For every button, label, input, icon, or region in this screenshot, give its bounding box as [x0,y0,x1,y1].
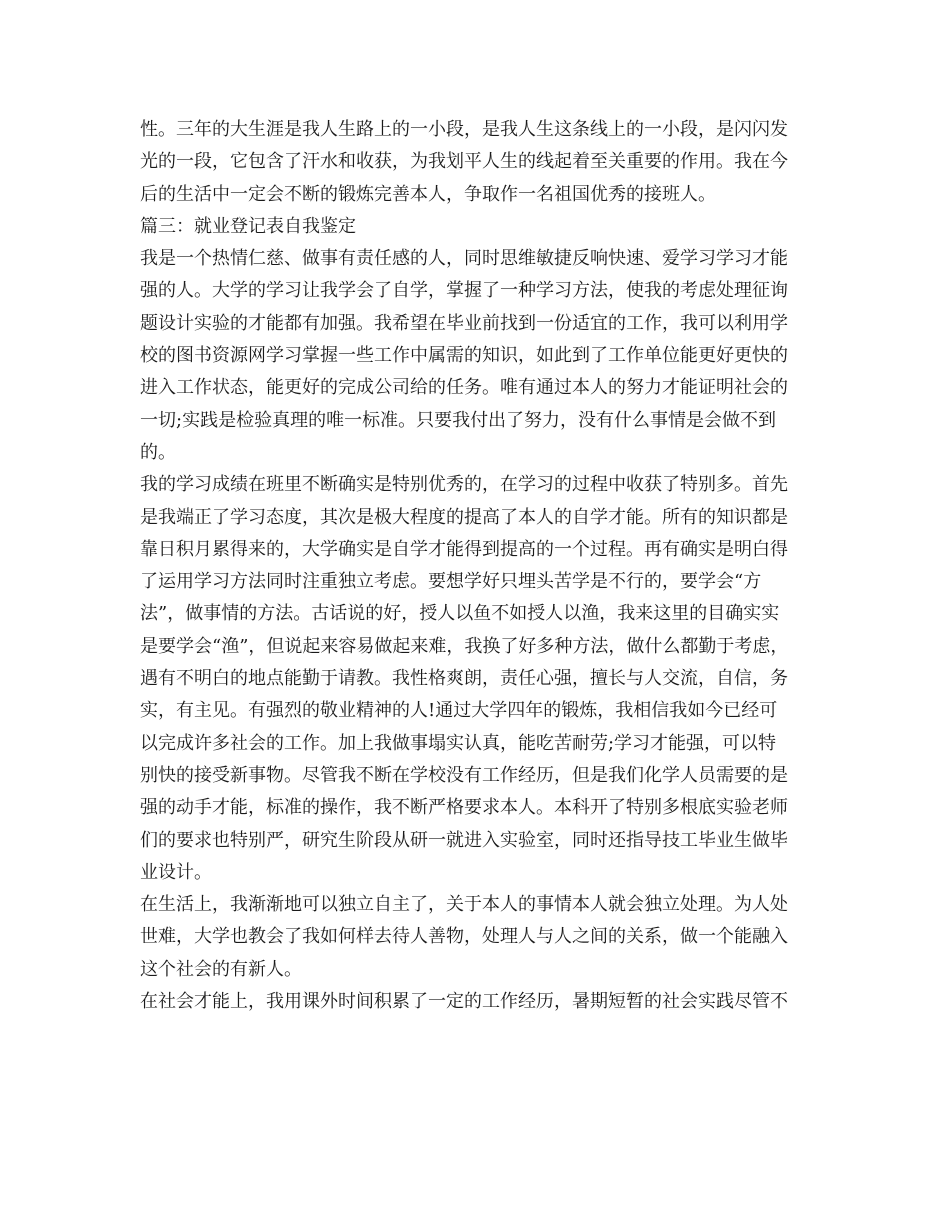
text-line: 校的图书资源网学习掌握一些工作中属需的知识，如此到了工作单位能更好更快的 [140,345,788,367]
text-line: 我的学习成绩在班里不断确实是特别优秀的，在学习的过程中收获了特别多。首先 [140,474,788,496]
text-line: 了运用学习方法同时注重独立考虑。要想学好只埋头苦学是不行的，要学会“方 [140,571,762,593]
text-line: 强的人。大学的学习让我学会了自学，掌握了一种学习方法，使我的考虑处理征询 [140,280,788,302]
text-line: 强的动手才能，标准的操作，我不断严格要求本人。本科开了特别多根底实验老师 [140,797,788,819]
text-line: 靠日积月累得来的，大学确实是自学才能得到提高的一个过程。再有确实是明白得 [140,538,788,560]
text-line: 遇有不明白的地点能勤于请教。我性格爽朗，责任心强，擅长与人交流，自信，务 [140,668,788,690]
text-line: 在社会才能上，我用课外时间积累了一定的工作经历，暑期短暂的社会实践尽管不 [140,991,788,1013]
text-line: 性。三年的大生涯是我人生路上的一小段，是我人生这条线上的一小段，是闪闪发 [140,119,788,140]
text-line: 们的要求也特别严，研究生阶段从研一就进入实验室，同时还指导技工毕业生做毕 [140,829,788,851]
text-line: 在生活上，我渐渐地可以独立自主了，关于本人的事情本人就会独立处理。为人处 [140,894,788,916]
text-line: 题设计实验的才能都有加强。我希望在毕业前找到一份适宜的工作，我可以利用学 [140,312,788,334]
text-line: 一切;实践是检验真理的唯一标准。只要我付出了努力，没有什么事情是会做不到 [140,409,777,431]
text-line: 进入工作状态，能更好的完成公司给的任务。唯有通过本人的努力才能证明社会的 [140,377,788,399]
text-line: 是要学会“渔”，但说起来容易做起来难，我换了好多种方法，做什么都勤于考虑， [140,635,789,657]
text-line: 实，有主见。有强烈的敬业精神的人!通过大学四年的锻炼，我相信我如今已经可 [140,700,778,722]
text-line: 以完成许多社会的工作。加上我做事塌实认真，能吃苦耐劳;学习才能强，可以特 [140,732,777,754]
text-line: 我是一个热情仁慈、做事有责任感的人，同时思维敏捷反响快速、爱学习学习才能 [140,248,788,270]
text-line: 法”，做事情的方法。古话说的好，授人以鱼不如授人以渔，我来这里的目确实实 [140,603,780,625]
text-line: 后的生活中一定会不断的锻炼完善本人，争取作一名祖国优秀的接班人。 [140,183,716,205]
document-body [140,114,820,1018]
text-line: 是我端正了学习态度，其次是极大程度的提高了本人的自学才能。所有的知识都是 [140,506,788,528]
section-heading: 篇三：就业登记表自我鉴定 [140,215,356,237]
text-line: 光的一段，它包含了汗水和收获，为我划平人生的线起着至关重要的作用。我在今 [140,151,788,173]
text-line: 这个社会的有新人。 [140,958,302,980]
text-line: 的。 [140,441,176,463]
text-line: 业设计。 [140,861,212,883]
text-line: 别快的接受新事物。尽管我不断在学校没有工作经历，但是我们化学人员需要的是 [140,764,788,786]
text-line: 世难，大学也教会了我如何样去待人善物，处理人与人之间的关系，做一个能融入 [140,926,788,948]
